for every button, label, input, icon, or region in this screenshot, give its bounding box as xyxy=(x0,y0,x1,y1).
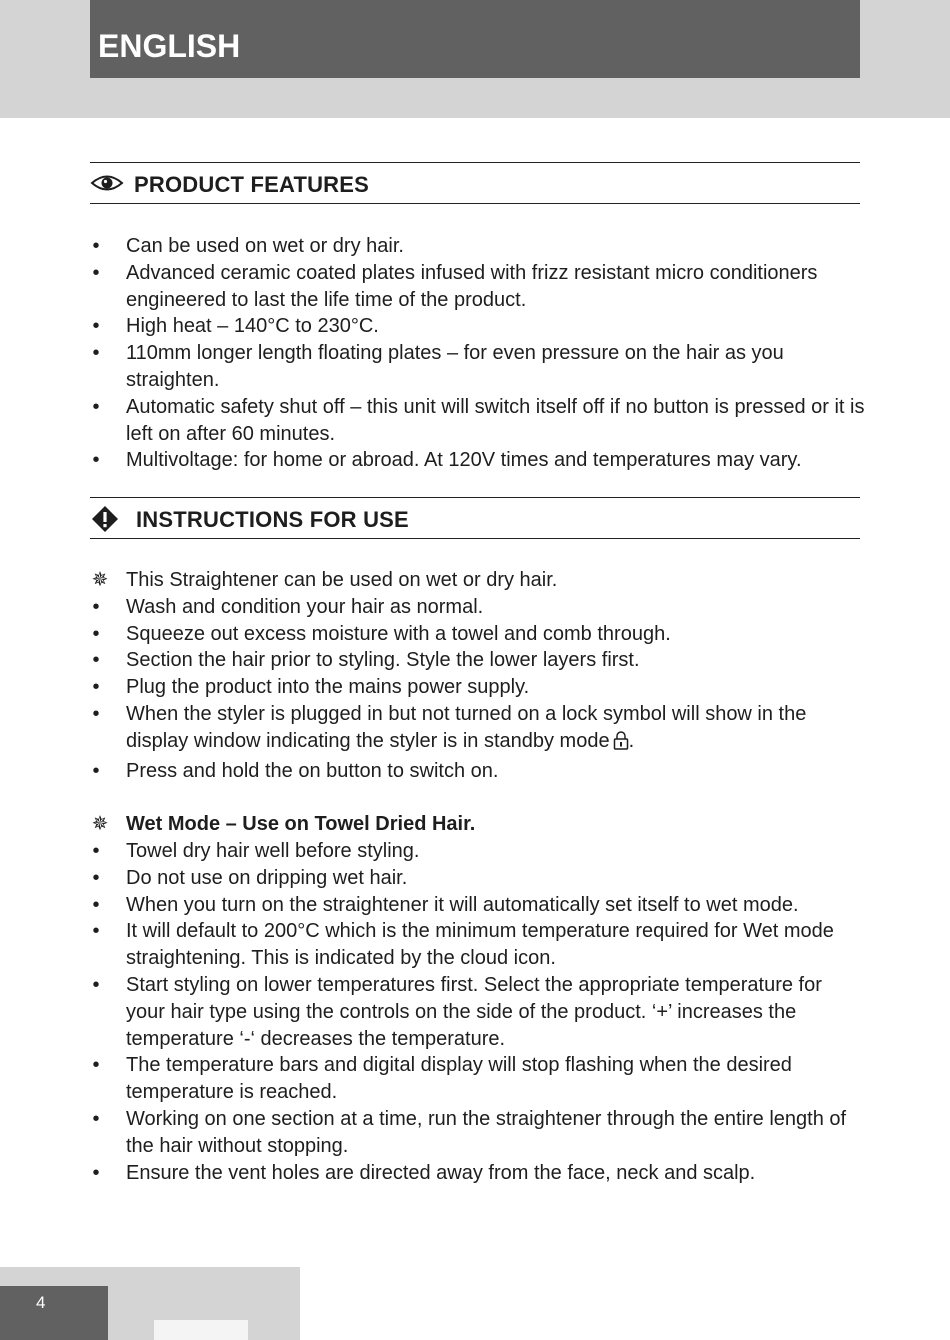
list-item: • Wash and condition your hair as normal. xyxy=(92,595,484,618)
list-item: • Section the hair prior to styling. Style the lower layers first. xyxy=(92,649,640,672)
lock-icon xyxy=(613,730,629,758)
list-item: • Can be used on wet or dry hair. xyxy=(92,235,404,257)
footer-strip xyxy=(154,1320,248,1340)
list-item: • Towel dry hair well before styling. xyxy=(92,839,420,862)
features-title: PRODUCT FEATURES xyxy=(134,172,370,197)
instructions-title: INSTRUCTIONS FOR USE xyxy=(136,507,409,532)
wet-mode-heading: ✵ Wet Mode – Use on Towel Dried Hair. xyxy=(90,811,865,838)
list-item: • When the styler is plugged in but not turned on a lock symbol will show in the display window indicating the styler is in standby mode . xyxy=(90,701,865,758)
list-item: • 110mm longer length floating plates – for even pressure on the hair as you straighten. xyxy=(92,342,784,391)
instructions-list xyxy=(90,567,865,1186)
list-item: • Press and hold the on button to switch on. xyxy=(92,759,499,782)
features-section-heading xyxy=(90,162,860,204)
list-item: • Working on one section at a time, run the straightener through the entire length of the hair without stopping. xyxy=(92,1107,847,1157)
list-item: • It will default to 200°C which is the minimum temperature required for Wet mode straightening. This is indicated by the cloud icon. xyxy=(92,920,834,970)
language-label: ENGLISH xyxy=(98,28,241,64)
eye-icon xyxy=(90,171,124,200)
list-item: ✵ This Straightener can be used on wet or dry hair. xyxy=(90,567,865,594)
warning-diamond-icon xyxy=(90,505,120,538)
list-item: • High heat – 140°C to 230°C. xyxy=(92,315,379,338)
language-tab xyxy=(90,0,860,78)
list-item: • Squeeze out excess moisture with a towel and comb through. xyxy=(92,622,671,645)
list-item: • When you turn on the straightener it will automatically set itself to wet mode. xyxy=(92,893,799,916)
list-item: • Plug the product into the mains power supply. xyxy=(92,676,530,699)
page-number-box xyxy=(0,1286,108,1340)
list-item: • Ensure the vent holes are directed away from the face, neck and scalp. xyxy=(92,1161,756,1184)
list-item: • Advanced ceramic coated plates infused with frizz resistant micro conditioners engineered to last the life time of the product. xyxy=(92,261,818,311)
features-list xyxy=(90,233,865,474)
list-item: • Do not use on dripping wet hair. xyxy=(92,866,408,889)
star-icon: ✵ xyxy=(91,813,109,836)
list-item: • Multivoltage: for home or abroad. At 120V times and temperatures may vary. xyxy=(92,449,802,472)
list-item: • The temperature bars and digital display will stop flashing when the desired temperature is reached. xyxy=(92,1054,792,1104)
list-item: • Automatic safety shut off – this unit will switch itself off if no button is pressed or it is left on after 60 minutes. xyxy=(92,395,865,445)
page-number: 4 xyxy=(36,1293,46,1312)
instructions-section-heading xyxy=(90,497,860,539)
list-item: • Start styling on lower temperatures first. Select the appropriate temperature for your hair type using the controls on the side of the product. ‘+’ increases the temperature ‘-‘ decreases the temperature. xyxy=(92,973,822,1050)
star-icon: ✵ xyxy=(91,569,109,591)
